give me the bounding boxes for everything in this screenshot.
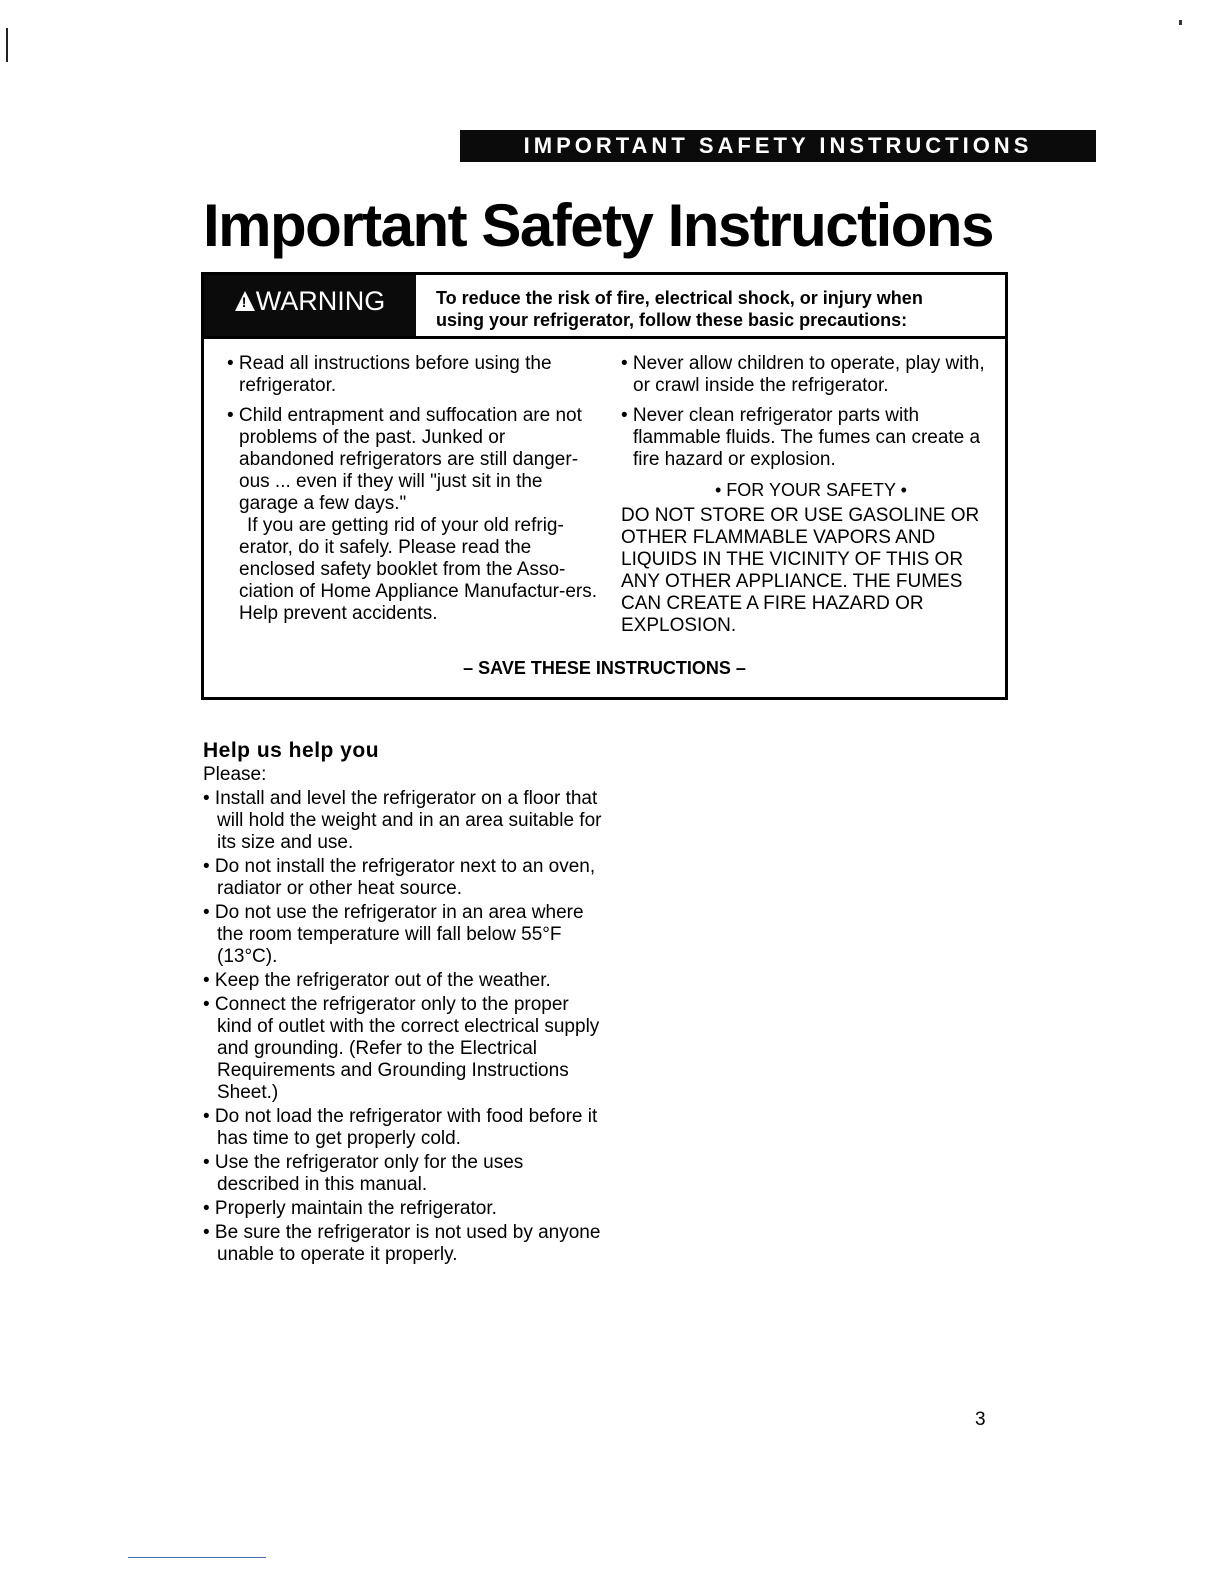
list-item: • Do not use the refrigerator in an area where the room temperature will fall below 55°F (13°C). <box>203 902 584 967</box>
warning-box <box>201 272 1008 700</box>
list-item: • Keep the refrigerator out of the weather. <box>203 970 551 991</box>
help-heading: Help us help you <box>203 739 380 762</box>
warning-item: • Read all instructions before using the refrigerator. <box>227 353 552 396</box>
warning-label-text: WARNING <box>255 286 386 316</box>
help-list <box>203 788 603 1266</box>
list-item: • Be sure the refrigerator is not used by anyone unable to operate it properly. <box>203 1222 601 1265</box>
disposal-paragraph: If you are getting rid of your old refrig-erator, do it safely. Please read the enclosed safety booklet from the Asso-ciation of Home Appliance Manufactur-ers. Help prevent accidents. <box>239 515 598 624</box>
page-number: 3 <box>975 1409 986 1430</box>
warning-intro <box>436 287 996 331</box>
help-lead: Please: <box>203 764 267 785</box>
scan-margin-mark <box>6 28 8 62</box>
list-item: • Install and level the refrigerator on a floor that will hold the weight and in an area suitable for its size and use. <box>203 788 602 853</box>
save-instructions-line: – SAVE THESE INSTRUCTIONS – <box>463 658 746 678</box>
warning-triangle-icon <box>235 291 255 311</box>
warning-item: • Child entrapment and suffocation are not problems of the past. Junked or abandoned refrigerators are still danger-ous ... even if they will "just sit in the garage a few days." <box>227 405 582 514</box>
footer-rule <box>128 1557 266 1558</box>
list-item: • Connect the refrigerator only to the proper kind of outlet with the correct electrical supply and grounding. (Refer to the Electrical Requirements and Grounding Instructions Sheet.) <box>203 994 600 1103</box>
list-item: • Do not load the refrigerator with food before it has time to get properly cold. <box>203 1106 598 1149</box>
warning-intro-line-1: To reduce the risk of fire, electrical shock, or injury when <box>436 288 923 308</box>
warning-item: • Never allow children to operate, play with, or crawl inside the refrigerator. <box>621 353 985 396</box>
section-banner: IMPORTANT SAFETY INSTRUCTIONS <box>460 130 1096 162</box>
warning-header <box>204 275 1005 339</box>
flammable-warning: DO NOT STORE OR USE GASOLINE OR OTHER FLAMMABLE VAPORS AND LIQUIDS IN THE VICINITY OF THIS OR ANY OTHER APPLIANCE. THE FUMES CAN CREATE A FIRE HAZARD OR EXPLOSION. <box>621 505 980 636</box>
list-item: • Properly maintain the refrigerator. <box>203 1198 497 1219</box>
warning-item: • Never clean refrigerator parts with flammable fluids. The fumes can create a fire hazard or explosion. <box>621 405 981 470</box>
page-title: Important Safety Instructions <box>203 192 993 259</box>
for-your-safety-heading: • FOR YOUR SAFETY • <box>715 480 907 500</box>
warning-left-column <box>227 353 599 625</box>
warning-right-column <box>621 353 1001 637</box>
warning-intro-line-2: using your refrigerator, follow these basic precautions: <box>436 310 908 330</box>
list-item: • Do not install the refrigerator next to an oven, radiator or other heat source. <box>203 856 596 899</box>
help-section <box>203 738 603 1268</box>
list-item: • Use the refrigerator only for the uses described in this manual. <box>203 1152 524 1195</box>
scan-speck <box>1179 20 1182 25</box>
warning-label <box>204 275 416 336</box>
